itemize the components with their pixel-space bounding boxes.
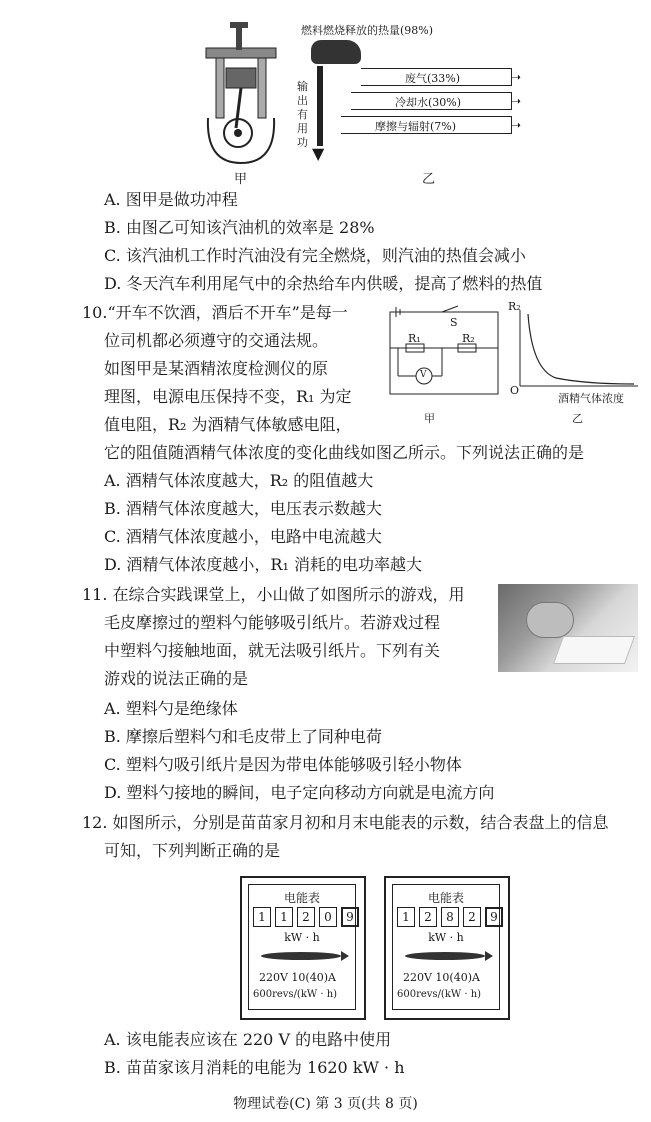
arrow-right-icon: ➝ [511,94,522,108]
figure-label-yi: 乙 [422,172,436,187]
page-footer: 物理试卷(C) 第 3 页(共 8 页) [233,1096,418,1112]
meter-digit: 1 [275,907,293,927]
circuit-label-jia: 甲 [424,412,435,425]
figure-label-jia: 甲 [234,172,248,187]
spoon-paper-photo [498,584,638,672]
circuit-lines [384,304,504,404]
q9-option-d: D. 冬天汽车利用尾气中的余热给车内供暖，提高了燃料的热值 [104,274,543,293]
meter-digit: 8 [441,907,459,927]
q9-option-b: B. 由图乙可知该汽油机的效率是 28% [104,218,375,237]
meter-digits [397,907,503,927]
arrow-right-icon: ➝ [511,70,522,84]
q12-stem-line2: 可知，下列判断正确的是 [104,841,281,860]
q12-option-b: B. 苗苗家该月消耗的电能为 1620 kW · h [104,1058,405,1077]
r2-label: R₂ [462,332,475,345]
q10-option-d: D. 酒精气体浓度越小，R₁ 消耗的电功率越大 [104,555,422,574]
resistance-curve-chart [506,300,646,410]
meter-rating: 220V 10(40)A [259,971,336,984]
meter-digit: 2 [297,907,315,927]
q10-stem-line1: 10.“开车不饮酒，酒后不开车”是每一 [82,303,348,322]
car-icon [311,40,361,64]
meter-digit: 2 [463,907,481,927]
energy-flow-diagram [295,20,545,170]
meter-digits [253,907,359,927]
meter-title: 电能表 [283,891,320,905]
meter-month-start [240,876,366,1020]
meter-panel [248,884,356,1010]
meter-digit: 0 [319,907,337,927]
q11-option-b: B. 摩擦后塑料勺和毛皮带上了同种电荷 [104,727,382,746]
curve-label-yi: 乙 [572,412,583,425]
q10-stem-line3: 如图甲是某酒精浓度检测仪的原 [104,359,329,378]
q11-option-a: A. 塑料勺是绝缘体 [104,699,238,718]
meter-digit-decimal: 9 [485,907,503,927]
meter-digit-decimal: 9 [341,907,359,927]
meter-constant: 600revs/(kW · h) [397,989,482,1000]
engine-cylinder-diagram [196,18,286,168]
q11-stem-line1: 11. 在综合实践课堂上，小山做了如图所示的游戏，用 [82,585,465,604]
meter-unit: kW · h [284,931,320,944]
meter-rating: 220V 10(40)A [403,971,480,984]
meter-unit: kW · h [428,931,464,944]
meter-month-end [384,876,510,1020]
curve-y-axis-label: R₂ [508,300,521,313]
meter-panel [392,884,500,1010]
cooling-label: 冷却水(30%) [395,96,462,109]
fuel-heat-label: 燃料燃烧释放的热量(98%) [301,24,434,37]
engine-figure [196,18,286,168]
curve-origin-label: O [510,384,520,397]
meter-digit: 1 [253,907,271,927]
switch-label: S [450,316,458,329]
r1-label: R₁ [408,332,421,345]
arrow-down-icon: ▼ [312,144,325,163]
arrow-right-icon: ➝ [511,118,522,132]
q10-option-a: A. 酒精气体浓度越大，R₂ 的阻值越大 [104,471,374,490]
useful-work-label: 输出有用功 [297,80,308,149]
useful-work-bar [317,66,323,146]
meter-digit: 2 [419,907,437,927]
q11-option-d: D. 塑料勺接地的瞬间，电子定向移动方向就是电流方向 [104,783,495,802]
friction-label: 摩擦与辐射(7%) [375,120,457,133]
paper-shape [553,636,635,664]
q10-stem-line2: 位司机都必须遵守的交通法规。 [104,331,329,350]
curve-x-axis-label: 酒精气体浓度 [558,392,624,405]
hand-shape [526,602,574,638]
circuit-diagram [384,304,504,404]
q10-stem-line5: 值电阻，R₂ 为酒精气体敏感电阻， [104,415,352,434]
meter-disc-icon [401,947,493,959]
meter-digit: 1 [397,907,415,927]
q11-stem-line4: 游戏的说法正确的是 [104,669,249,688]
q9-option-c: C. 该汽油机工作时汽油没有完全燃烧，则汽油的热值会减小 [104,246,526,265]
meter-disc-icon [257,947,349,959]
meter-constant: 600revs/(kW · h) [253,989,338,1000]
q9-option-a: A. 图甲是做功冲程 [104,190,238,209]
meter-title: 电能表 [427,891,464,905]
voltmeter-label: V [420,370,427,380]
q10-stem-line4: 理图，电源电压保持不变，R₁ 为定 [104,387,352,406]
q12-option-a: A. 该电能表应该在 220 V 的电路中使用 [104,1030,392,1049]
q11-option-c: C. 塑料勺吸引纸片是因为带电体能够吸引轻小物体 [104,755,462,774]
q10-option-c: C. 酒精气体浓度越小，电路中电流越大 [104,527,382,546]
q11-stem-line2: 毛皮摩擦过的塑料勺能够吸引纸片。若游戏过程 [104,613,441,632]
q10-stem-line6: 它的阻值随酒精气体浓度的变化曲线如图乙所示。下列说法正确的是 [104,443,585,462]
exhaust-label: 废气(33%) [405,72,461,85]
q12-stem-line1: 12. 如图所示，分别是苗苗家月初和月末电能表的示数，结合表盘上的信息 [82,813,609,832]
q10-option-b: B. 酒精气体浓度越大，电压表示数越大 [104,499,382,518]
q11-stem-line3: 中塑料勺接触地面，就无法吸引纸片。下列有关 [104,641,441,660]
